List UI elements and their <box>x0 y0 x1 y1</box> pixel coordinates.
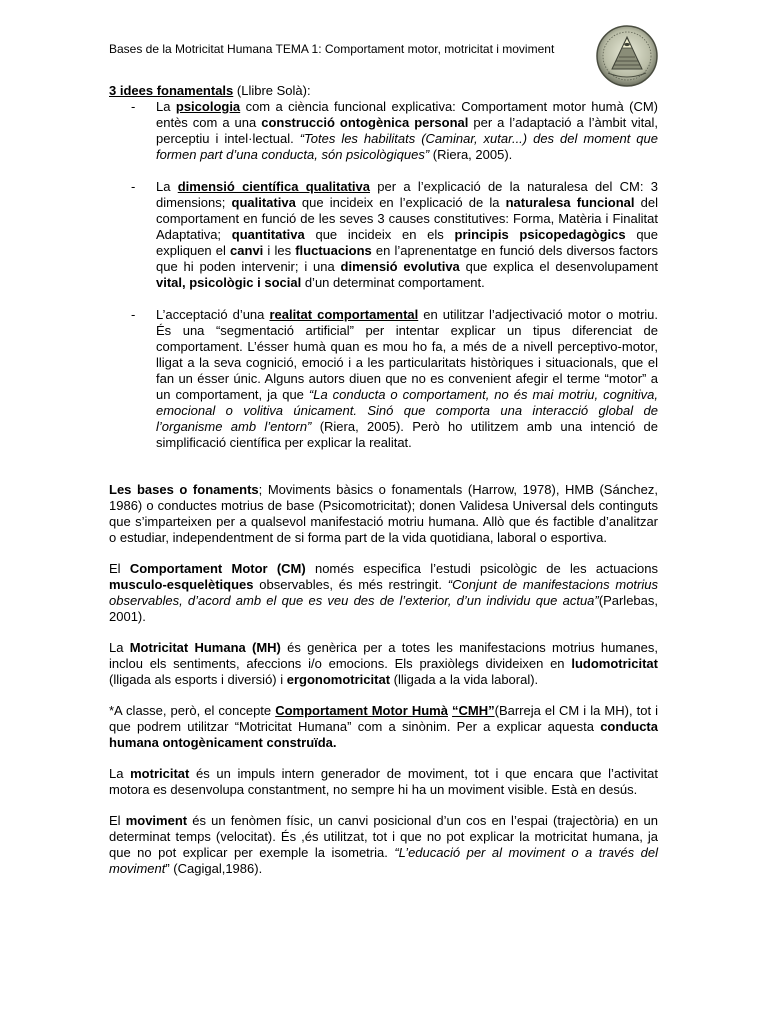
text-run: El <box>109 561 130 576</box>
text-run: que expliquen el <box>156 227 659 258</box>
text-run: *A classe, però, el concepte <box>109 703 276 718</box>
paragraph-cm <box>109 561 658 625</box>
term-moviment: moviment <box>125 813 188 828</box>
paragraph-mh <box>109 640 658 688</box>
text-run: (Riera, 2005). Però ho utilitzem amb una intenció de simplificació científica per explicar la realitat. <box>156 419 658 450</box>
text-run: del comportament en funció de les seves 3 causes constitutives: Forma, Matèria i Finalitat Adaptativa; <box>156 195 659 242</box>
list-item <box>109 179 658 291</box>
keyword: canvi <box>230 243 264 258</box>
keyword: ludomotricitat <box>571 656 658 671</box>
document-body <box>109 83 658 877</box>
quote: “Conjunt de manifestacions motrius observables, d’acord amb el que es veu des de l’exterior, d’un individu que actua” <box>109 577 658 608</box>
keyword: qualitativa <box>231 195 296 210</box>
bullet-dash: - <box>131 179 136 194</box>
term-cm: Comportament Motor (CM) <box>129 561 306 576</box>
text-run: La <box>156 179 178 194</box>
term-mh: Motricitat Humana (MH) <box>129 640 281 655</box>
keyword-realitat: realitat comportamental <box>269 307 419 322</box>
page-header: Bases de la Motricitat Humana TEMA 1: Comportament motor, motricitat i moviment <box>109 42 555 56</box>
bullet-dash: - <box>131 307 136 322</box>
keyword: ergonomotricitat <box>286 672 391 687</box>
keyword: conducta humana ontogènicament construïda. <box>109 719 658 750</box>
text-run: que incideix en l’explicació de la <box>295 195 506 210</box>
text-run: en utilitzar l’adjectivació motor o motriu. És una “segmentació artificial” per intentar explicar un tipus diferenciat de comportament. L’ésser humà quan es mou ho fa, a més de a nivell perceptivo-motor, lligat a la seva cognició, emoció i a les particularitats històriques i situacionals, que el fan un ésser únic. Alguns autors diuen que no es convenient afegir el terme “motor” a un comportament, ja que <box>156 307 659 402</box>
paragraph-bases <box>109 482 658 546</box>
text-run: El <box>109 813 126 828</box>
text-run: (Barreja el CM i la MH), tot i que podrem utilitzar “Motricitat Humana” com a sinònim. Per a explicar aquesta <box>109 703 658 734</box>
keyword-psicologia: psicologia <box>175 99 241 114</box>
text-run: com a ciència funcional explicativa: Comportament motor humà (CM) entès com a una <box>156 99 658 130</box>
text-run: La <box>156 99 176 114</box>
keyword-dimensio: dimensió científica qualitativa <box>177 179 370 194</box>
paragraph-motricitat <box>109 766 658 798</box>
text-run: és un fenòmen físic, un canvi posicional d’un cos en l’espai (trajectòria) en un determinat temps (velocitat). És ,és utilitzat, tot i que no pot explicar la motricitat humana, ja que no pot explicar per exemple la isometria. <box>109 813 658 860</box>
quote: “L’educació per al moviment o a través del moviment <box>109 845 659 876</box>
ideas-heading-line <box>109 83 658 99</box>
text-run: en l’aprenentatge en funció dels diversos factors que hi poden intervenir; i una <box>156 243 659 274</box>
text-run: per a l’adaptació a l’àmbit vital, perceptiu i intel·lectual. <box>156 115 658 146</box>
term-motricitat: motricitat <box>130 766 190 781</box>
list-item <box>109 99 658 163</box>
text-run: és genèrica per a totes les manifestacions motrius humanes, inclou els sentiments, afeccions i/o emocions. Els praxiòlegs divideixen en <box>109 640 658 671</box>
list-item <box>109 307 658 451</box>
text-run: només especifica l’estudi psicològic de les actuacions <box>305 561 659 576</box>
paragraph-moviment <box>109 813 658 877</box>
ideas-list <box>109 99 658 451</box>
keyword: quantitativa <box>231 227 305 242</box>
text-run: d’un determinat comportament. <box>301 275 485 290</box>
bullet-dash: - <box>131 99 136 114</box>
ideas-heading: 3 idees fonamentals <box>109 83 234 98</box>
keyword-construccio: construcció ontogènica personal <box>261 115 469 130</box>
text-run: La <box>109 766 131 781</box>
keyword: vital, psicològic i social <box>156 275 302 290</box>
acronym-cmh: “CMH” <box>452 703 495 718</box>
ideas-source: (Llibre Solà): <box>233 83 311 98</box>
text-run: que explica el desenvolupament <box>459 259 658 274</box>
text-run: (lligada als esports i diversió) i <box>109 672 287 687</box>
text-run: que incideix en els <box>304 227 455 242</box>
keyword: naturalesa funcional <box>505 195 635 210</box>
quote: “La conducta o comportament, no és mai motriu, cognitiva, emocional o volitiva únicament. Sinó que comporta una interacció global de l’organisme amb l’entorn” <box>156 387 658 434</box>
keyword: musculo-esquelètiques <box>109 577 254 592</box>
citation: (Riera, 2005). <box>429 147 513 162</box>
text-run: L’acceptació d’una <box>156 307 270 322</box>
text-run: i les <box>263 243 296 258</box>
keyword: fluctuacions <box>295 243 372 258</box>
citation: (Parlebas, 2001). <box>109 593 658 624</box>
term-bases: Les bases o fonaments <box>109 482 259 497</box>
text-run: és un impuls intern generador de moviment, tot i que encara que l’activitat motora es desenvolupa constantment, no sempre hi ha un moviment visible. Està en desús. <box>109 766 658 797</box>
text-run: observables, és més restringit. <box>253 577 448 592</box>
keyword: dimensió evolutiva <box>340 259 460 274</box>
text-run: (lligada a la vida laboral). <box>390 672 539 687</box>
citation: ” (Cagigal,1986). <box>165 861 263 876</box>
pyramid-seal-icon <box>596 25 658 87</box>
quote: “Totes les habilitats (Caminar, xutar...) des del moment que formen part d’una conducta, són psicològiques” <box>156 131 659 162</box>
text-run: per a l’explicació de la naturalesa del CM: 3 dimensions; <box>156 179 658 210</box>
text-run: La <box>109 640 130 655</box>
text-run: ; Moviments bàsics o fonamentals (Harrow, 1978), HMB (Sánchez, 1986) o conductes motrius de base (Psicomotricitat); donen Validesa Universal dels continguts que s’imparteixen per a qualsevol manifestació motriu humana. Allò que és factible d’analitzar o estudiar, independentment de si forma part de la vida quotidiana, laboral o esportiva. <box>109 482 658 545</box>
term-cmh: Comportament Motor Humà <box>275 703 448 718</box>
keyword: principis psicopedagògics <box>454 227 626 242</box>
paragraph-classe <box>109 703 658 751</box>
